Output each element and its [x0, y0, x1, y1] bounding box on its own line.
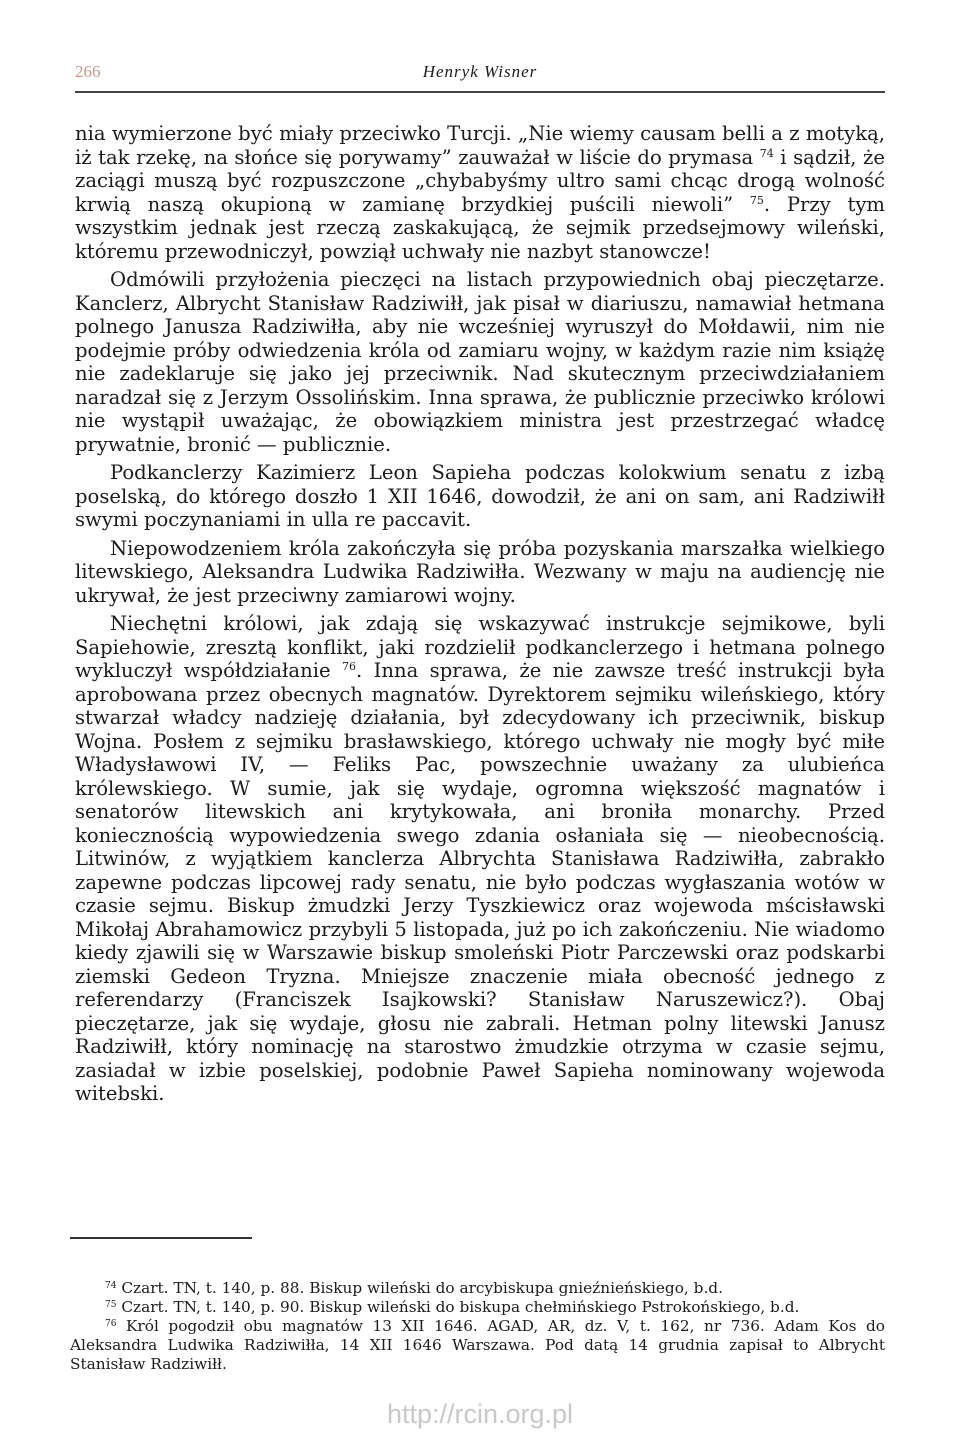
footnote-text: Król pogodził obu magnatów 13 XII 1646. AGAD, AR, dz. V, t. 162, nr 736. Adam Kos do Aleksandra Ludwika Radziwiłła, 14 XII 1646 Warszawa. Pod datą 14 grudnia zapisał to Albrycht Stanisław Radziwiłł. — [70, 1317, 885, 1373]
footnote-rule — [70, 1237, 252, 1239]
footnote-number: 74 — [105, 1281, 117, 1291]
paragraph: Podkanclerzy Kazimierz Leon Sapieha podczas kolokwium senatu z izbą poselską, do którego doszło 1 XII 1646, dowodził, że ani on sam, ani Radziwiłł swymi poczynaniami in ulla re paccavit. — [75, 461, 885, 531]
footnote — [70, 1298, 885, 1317]
text-run: nia wymierzone być miały przeciwko Turcji. „Nie wiemy causam belli a z motyką, iż tak rzekę, na słońce się porywamy” zauważał w liście do prymasa — [75, 122, 885, 169]
footnote — [70, 1317, 885, 1374]
header-rule — [75, 91, 885, 93]
footnote-text: Czart. TN, t. 140, p. 90. Biskup wileński do biskupa chełmińskiego Pstrokońskiego, b.d. — [116, 1298, 800, 1316]
running-head: Henryk Wisner — [422, 62, 538, 81]
footnote-number: 75 — [105, 1300, 117, 1310]
text-run: . Inna sprawa, że nie zawsze treść instrukcji była aprobowana przez obecnych magnatów. Dyrektorem sejmiku wileńskiego, który stwarzał władcy nadzieję działania, był zdecydowany ich przeciwnik, biskup Wojna. Posłem z sejmiku brasławskiego, którego uchwały nie mogły być miłe Władysławowi IV, — Feliks Pac, powszechnie uważany za ulubieńca królewskiego. W sumie, jak się wydaje, ogromna większość magnatów i senatorów litewskich ani krytykowała, ani broniła monarchy. Przed koniecznością wypowiedzenia swego zdania osłaniała się — nieobecnością. Litwinów, z wyjątkiem kanclerza Albrychta Stanisława Radziwiłła, zabrakło zapewne podczas lipcowej rady senatu, nie było podczas wygłaszania wotów w czasie sejmu. Biskup żmudzki Jerzy Tyszkiewicz oraz wojewoda mścisławski Mikołaj Abrahamowicz przybyli 5 listopada, już po ich zakończeniu. Nie wiadomo kiedy zjawili się w Warszawie biskup smoleński Piotr Parczewski oraz podskarbi ziemski Gedeon Tryzna. Mniejsze znaczenie miała obecność jednego z referendarzy (Franciszek Isajkowski? Stanisław Naruszewicz?). Obaj pieczętarze, jak się wydaje, głosu nie zabrali. Hetman polny litewski Janusz Radziwiłł, który nominację na starostwo żmudzkie otrzyma w czasie sejmu, zasiadał w izbie poselskiej, podobnie Paweł Sapieha nominowany wojewoda witebski. — [75, 659, 885, 1105]
footnotes — [70, 1279, 885, 1374]
footnote — [70, 1279, 885, 1298]
footnote-number: 76 — [105, 1319, 117, 1329]
page-number: 266 — [75, 62, 101, 81]
watermark-url: http://rcin.org.pl — [386, 1399, 574, 1429]
paragraph — [75, 122, 885, 263]
paragraph — [75, 612, 885, 1106]
text-run: Niechętni królowi, jak zdają się wskazywać instrukcje sejmikowe, byli Sapiehowie, zresztą konflikt, jaki rozdzielił podkanclerzego i hetmana polnego wykluczył współdziałanie — [75, 612, 885, 682]
footnote-text: Czart. TN, t. 140, p. 88. Biskup wileński do arcybiskupa gnieźnieńskiego, b.d. — [116, 1279, 723, 1297]
paragraph: Odmówili przyłożenia pieczęci na listach przypowiednich obaj pieczętarze. Kanclerz, Albrycht Stanisław Radziwiłł, jak pisał w diariuszu, namawiał hetmana polnego Janusza Radziwiłła, aby nie wcześniej wyruszył do Mołdawii, nim nie podejmie próby odwiedzenia króla od zamiaru wojny, w każdym razie nim książę nie zadeklaruje się jako jej przeciwnik. Nad skutecznym przeciwdziałaniem naradzał się z Jerzym Ossolińskim. Inna sprawa, że publicznie przeciwko królowi nie wystąpił uważając, że obowiązkiem ministra jest przestrzegać władcę prywatnie, bronić — publicznie. — [75, 268, 885, 456]
page-header — [75, 62, 885, 88]
main-text — [75, 122, 885, 1111]
text-run: i sądził, że zaciągi muszą być rozpuszczone „chybabyśmy ultro sami chcąc drogą wolność krwią naszą okupioną w zamianę brzydkiej puścili niewoli” — [75, 145, 885, 216]
footnote-ref: 76 — [341, 660, 356, 673]
paragraph: Niepowodzeniem króla zakończyła się próba pozyskania marszałka wielkiego litewskiego, Aleksandra Ludwika Radziwiłła. Wezwany w maju na audiencję nie ukrywał, że jest przeciwny zamiarowi wojny. — [75, 536, 885, 607]
footnote-ref: 74 — [759, 146, 774, 160]
footnote-ref: 75 — [749, 193, 764, 207]
text-run: . Przy tym wszystkim jednak jest rzeczą zaskakującą, że sejmik przedsejmowy wileński, któremu przewodniczył, powziął uchwały nie nazbyt stanowcze! — [75, 192, 886, 263]
